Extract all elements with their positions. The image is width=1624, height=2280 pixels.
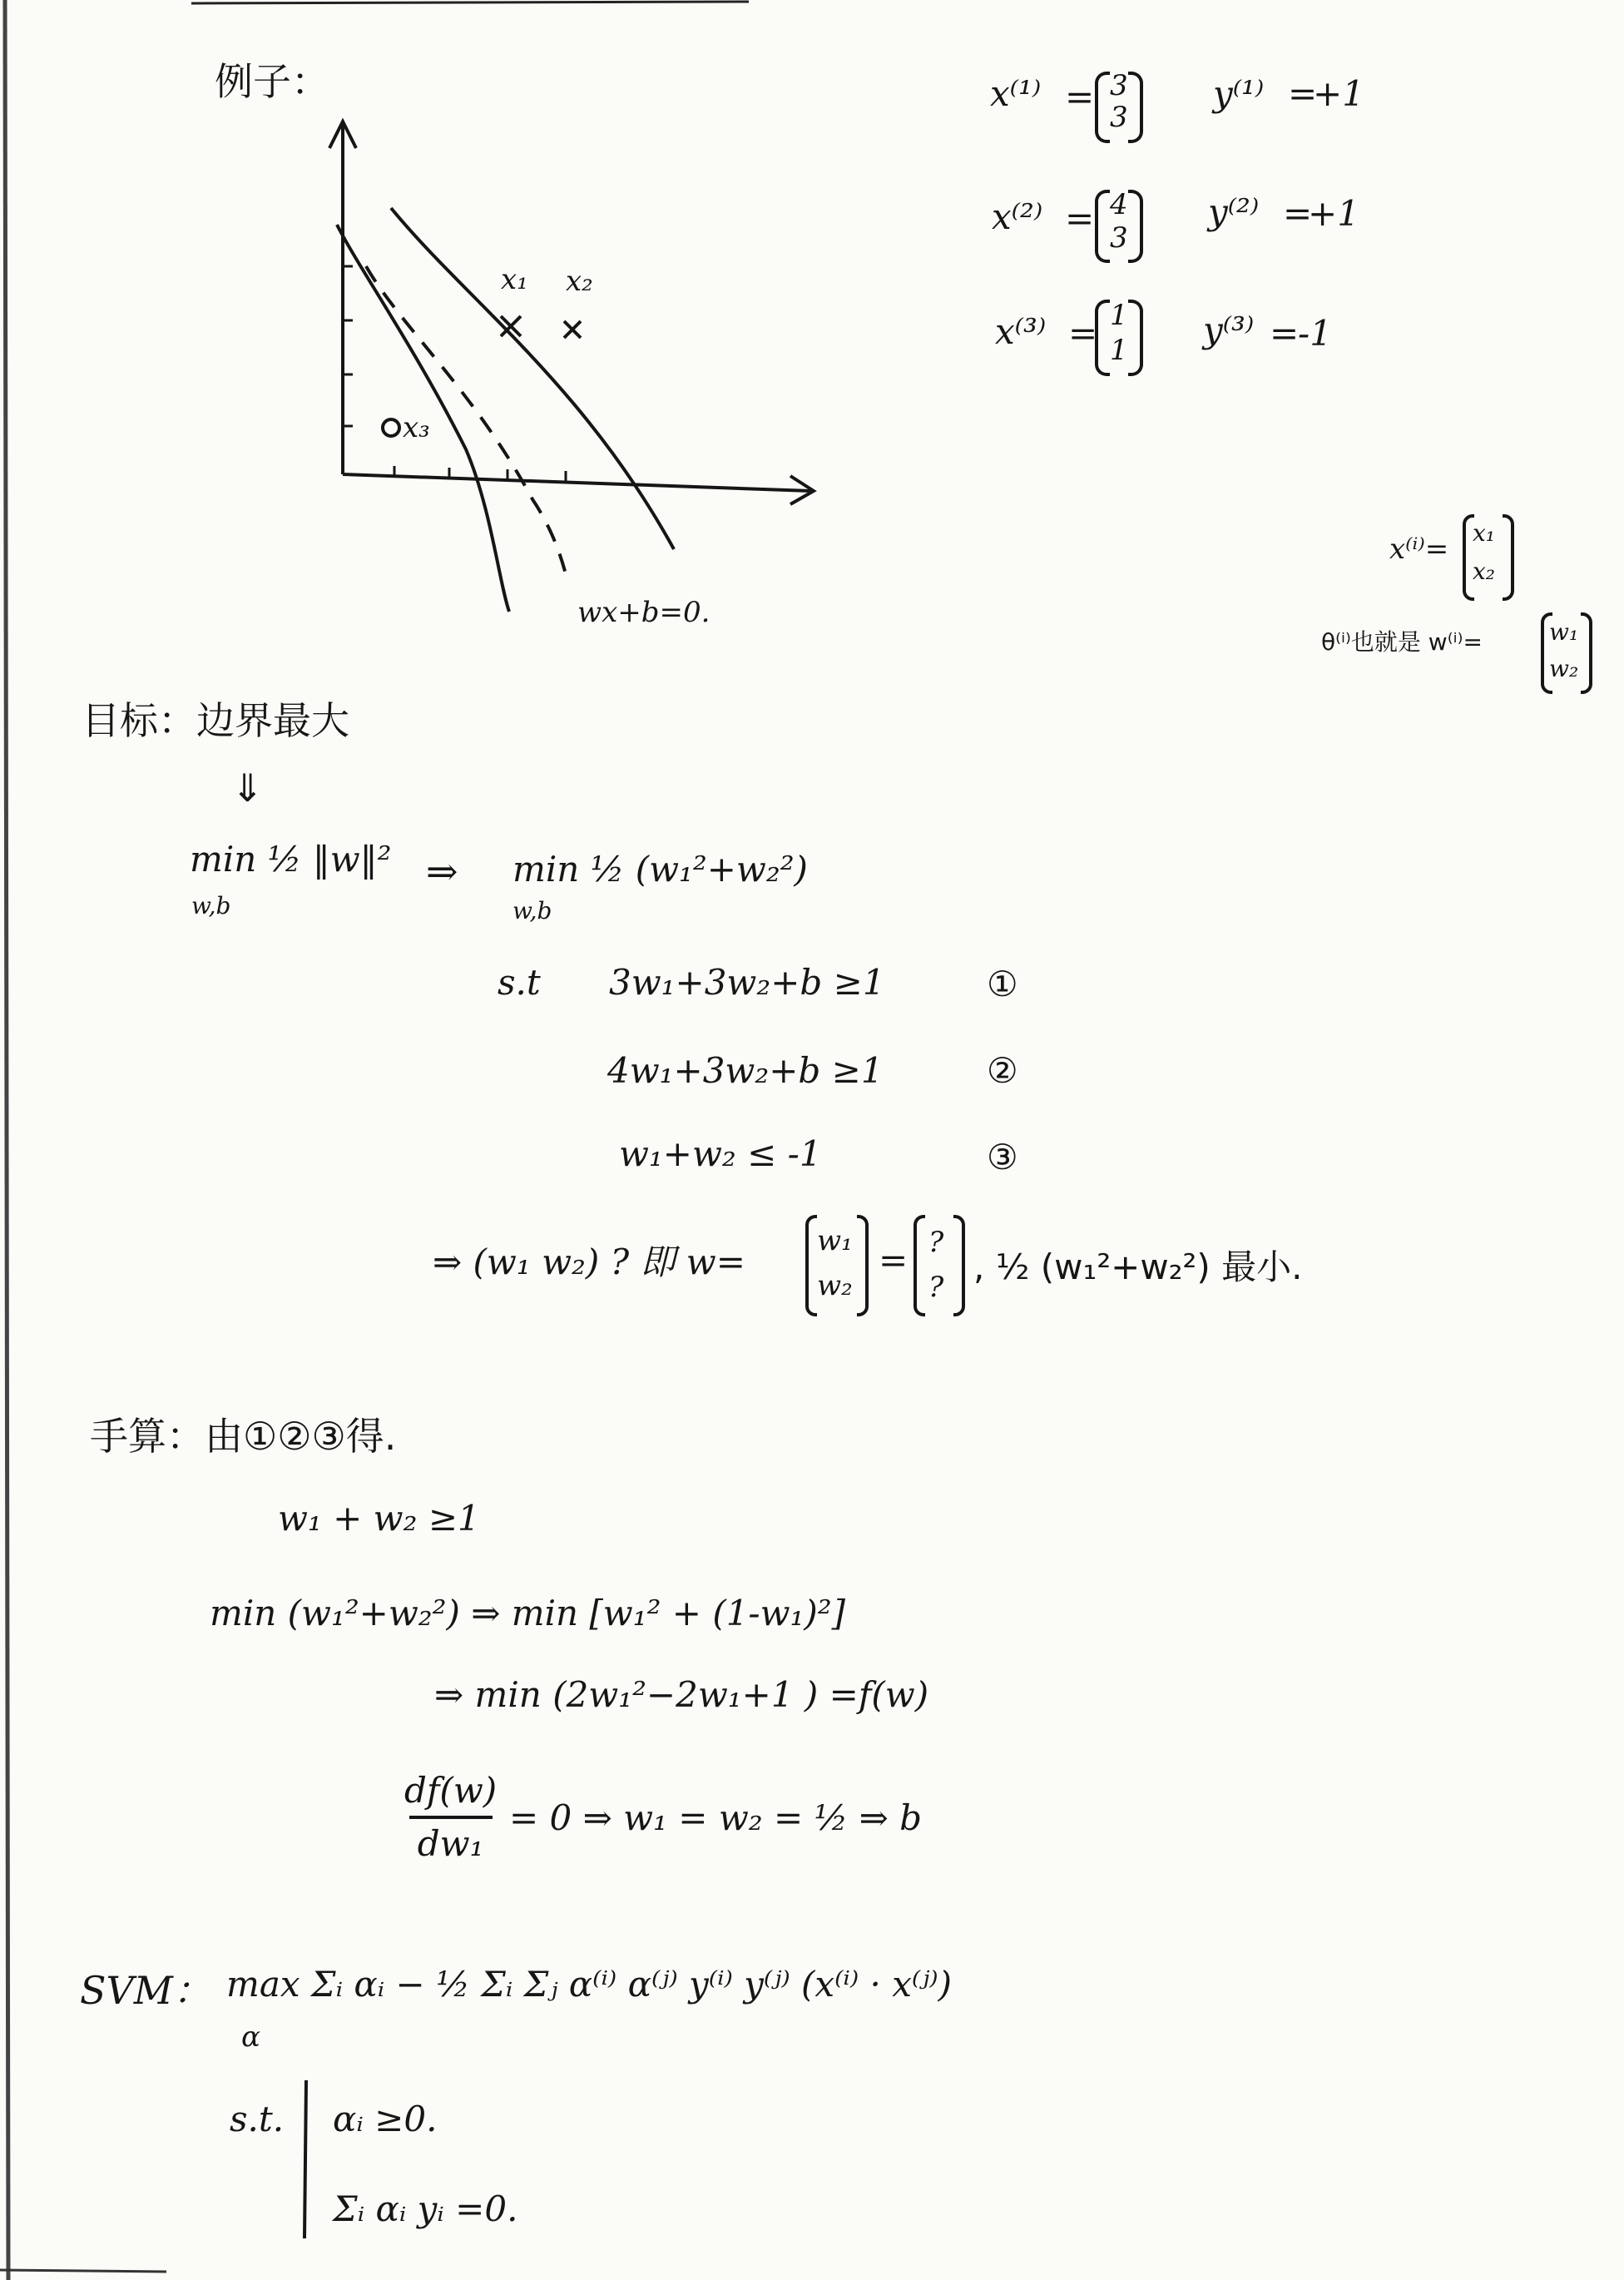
result-q-vector-bottom: ? bbox=[928, 1271, 944, 1304]
result-q-vector-top: ? bbox=[928, 1226, 944, 1259]
objective-norm-subscript: w,b bbox=[191, 892, 231, 919]
side-note-w-vector-bottom: w₂ bbox=[1549, 655, 1579, 682]
data-y1-value: +1 bbox=[1313, 73, 1364, 114]
calc-line-3: ⇒ min (2w₁²−2w₁+1 ) =f(w) bbox=[434, 1674, 929, 1715]
data-x2-vector-top: 4 bbox=[1110, 188, 1128, 221]
derivative-denominator: dw₁ bbox=[417, 1823, 484, 1864]
data-y3-label: y⁽³⁾ bbox=[1203, 310, 1255, 350]
data-x3-label: x⁽³⁾ bbox=[995, 311, 1047, 352]
calc-line-4: = 0 ⇒ w₁ = w₂ = ½ ⇒ b bbox=[509, 1797, 923, 1838]
constraint-1: 3w₁+3w₂+b ≥1 bbox=[609, 962, 885, 1003]
data-y1-eq: = bbox=[1288, 73, 1318, 114]
graph-label-x3: x₃ bbox=[403, 411, 430, 444]
data-x1-eq: = bbox=[1065, 77, 1095, 117]
svm-objective-subscript: α bbox=[241, 2020, 260, 2054]
data-y3-eq: = bbox=[1270, 313, 1300, 354]
data-x1-vector-bottom: 3 bbox=[1110, 101, 1128, 134]
result-line-suffix: , ½ (w₁²+w₂²) 最小. bbox=[973, 1247, 1303, 1287]
data-x2-label: x⁽²⁾ bbox=[992, 196, 1043, 237]
constraint-3-tag: ③ bbox=[987, 1137, 1018, 1177]
svm-label: SVM： bbox=[80, 1968, 211, 2013]
goal-heading: 目标：边界最大 bbox=[82, 698, 349, 743]
graph-label-x2: x₂ bbox=[566, 265, 593, 298]
constraint-1-tag: ① bbox=[987, 964, 1018, 1004]
data-y2-label: y⁽²⁾ bbox=[1208, 191, 1260, 232]
graph-boundary-label: wx+b=0. bbox=[577, 596, 710, 629]
goal-arrow: ⇓ bbox=[231, 766, 264, 810]
constraint-2: 4w₁+3w₂+b ≥1 bbox=[607, 1050, 884, 1091]
data-x3-eq: = bbox=[1068, 313, 1098, 354]
calc-heading: 手算：由①②③得. bbox=[90, 1414, 397, 1459]
objective-expanded-subscript: w,b bbox=[512, 897, 552, 924]
objective-norm: min ½ ‖w‖² bbox=[190, 839, 392, 880]
result-equals: = bbox=[879, 1240, 909, 1281]
svm-constraint-bar bbox=[304, 2080, 306, 2238]
example-heading: 例子： bbox=[215, 59, 329, 104]
side-note-x-vector-bottom: x₂ bbox=[1473, 558, 1496, 585]
data-x3-vector-bottom: 1 bbox=[1110, 334, 1128, 367]
constraints-st-label: s.t bbox=[498, 962, 541, 1003]
svm-st-label: s.t. bbox=[230, 2099, 285, 2139]
side-note-x-label: x⁽ⁱ⁾= bbox=[1389, 533, 1449, 566]
data-x1-vector-top: 3 bbox=[1110, 69, 1128, 102]
side-note-x-vector-top: x₁ bbox=[1473, 519, 1496, 547]
data-y3-value: -1 bbox=[1298, 313, 1332, 354]
data-y2-eq: = bbox=[1283, 193, 1313, 234]
result-line-prefix: ⇒ (w₁ w₂) ? 即 w= bbox=[433, 1242, 745, 1282]
data-x2-vector-bottom: 3 bbox=[1110, 221, 1128, 255]
data-y1-label: y⁽¹⁾ bbox=[1213, 73, 1265, 114]
result-w-vector-top: w₁ bbox=[817, 1224, 853, 1257]
objective-expanded: min ½ (w₁²+w₂²) bbox=[512, 849, 808, 890]
derivative-numerator: df(w) bbox=[404, 1770, 498, 1811]
calc-line-2: min (w₁²+w₂²) ⇒ min [w₁² + (1-w₁)²] bbox=[210, 1593, 846, 1633]
constraint-2-tag: ② bbox=[987, 1050, 1018, 1091]
constraint-3: w₁+w₂ ≤ -1 bbox=[619, 1133, 822, 1174]
svm-constraint-2: Σᵢ αᵢ yᵢ =0. bbox=[333, 2188, 518, 2229]
calc-line-1: w₁ + w₂ ≥1 bbox=[278, 1498, 480, 1539]
data-x3-vector-top: 1 bbox=[1110, 299, 1128, 332]
side-note-w-vector-top: w₁ bbox=[1549, 618, 1579, 646]
svm-constraint-1: αᵢ ≥0. bbox=[333, 2099, 438, 2139]
data-x2-eq: = bbox=[1065, 198, 1095, 239]
svm-objective: max Σᵢ αᵢ − ½ Σᵢ Σⱼ α⁽ⁱ⁾ α⁽ʲ⁾ y⁽ⁱ⁾ y⁽ʲ⁾ (x⁽ⁱ⁾ · x⁽ʲ⁾) bbox=[226, 1964, 952, 2005]
implies-arrow-1: ⇒ bbox=[426, 849, 458, 894]
side-note-theta: θ⁽ⁱ⁾也就是 w⁽ⁱ⁾= bbox=[1321, 628, 1483, 656]
result-w-vector-bottom: w₂ bbox=[817, 1269, 853, 1302]
data-y2-value: +1 bbox=[1308, 193, 1359, 234]
graph-label-x1: x₁ bbox=[501, 263, 528, 296]
data-x1-label: x⁽¹⁾ bbox=[990, 73, 1042, 114]
